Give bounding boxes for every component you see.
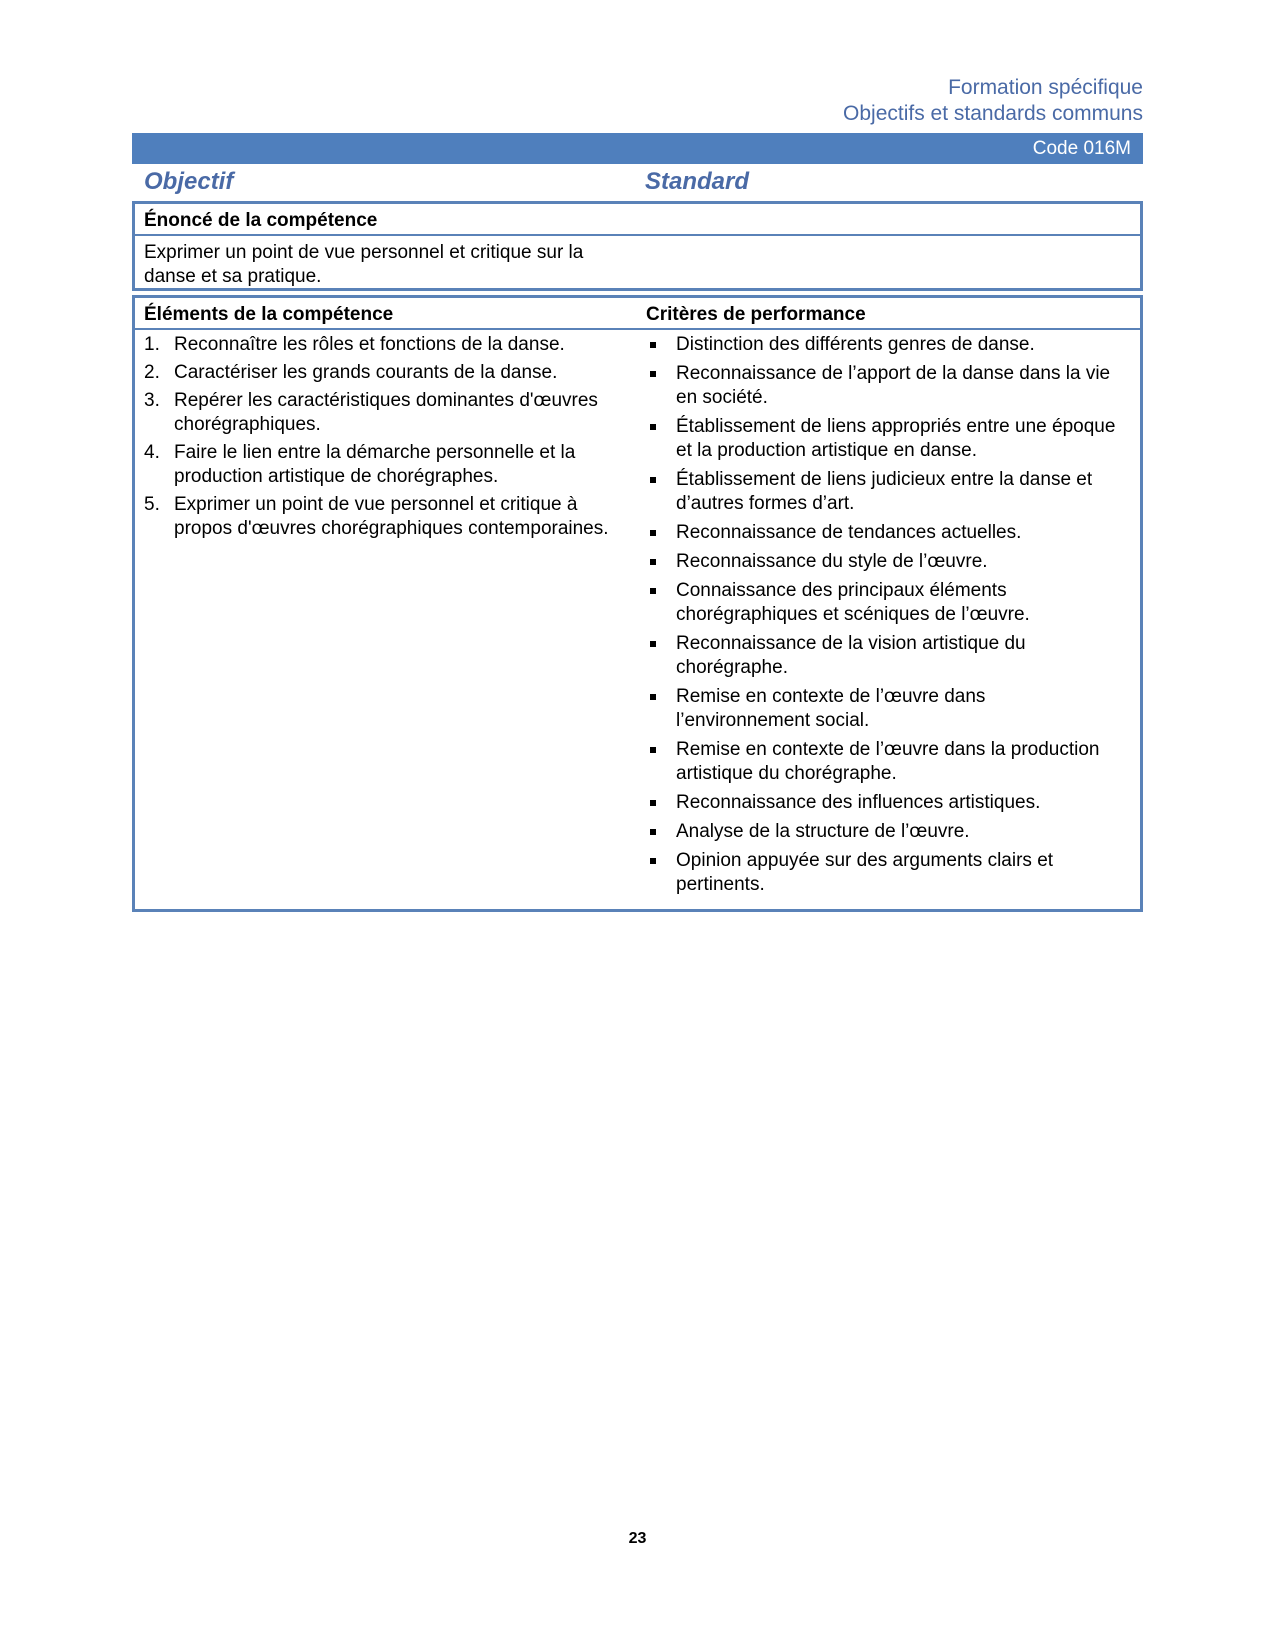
criterion-text: Reconnaissance de tendances actuelles. [676, 522, 1022, 543]
statement-text: Exprimer un point de vue personnel et critique sur la danse et sa pratique. [144, 242, 584, 287]
bullet-icon [650, 559, 656, 565]
element-number: 3. [144, 390, 160, 411]
statement-label: Énoncé de la compétence [144, 210, 378, 231]
element-number: 1. [144, 334, 160, 355]
element-text: Reconnaître les rôles et fonctions de la danse. [174, 334, 565, 355]
bullet-icon [650, 641, 656, 647]
element-text: Exprimer un point de vue personnel et critique à propos d'œuvres chorégraphiques contemporaines. [174, 494, 609, 539]
page-number: 23 [628, 1530, 647, 1547]
criterion-item [646, 521, 1116, 545]
bullet-icon [650, 424, 656, 430]
criterion-text: Établissement de liens appropriés entre une époque et la production artistique en danse. [676, 416, 1116, 461]
bullet-icon [650, 747, 656, 753]
element-item [144, 493, 612, 541]
element-item [144, 361, 612, 385]
bullet-icon [650, 477, 656, 483]
statement-box [132, 201, 1143, 291]
criterion-text: Analyse de la structure de l’œuvre. [676, 821, 970, 842]
criterion-item [646, 415, 1116, 463]
criterion-item [646, 362, 1116, 410]
criterion-item [646, 738, 1116, 786]
bullet-icon [650, 800, 656, 806]
criteria-list [646, 333, 1116, 897]
criterion-text: Reconnaissance du style de l’œuvre. [676, 551, 988, 572]
element-text: Caractériser les grands courants de la danse. [174, 362, 558, 383]
criterion-text: Remise en contexte de l’œuvre dans la production artistique du chorégraphe. [676, 739, 1100, 784]
bullet-icon [650, 342, 656, 348]
bullet-icon [650, 530, 656, 536]
criterion-text: Reconnaissance de l’apport de la danse dans la vie en société. [676, 363, 1111, 408]
criterion-text: Reconnaissance de la vision artistique du chorégraphe. [676, 633, 1026, 678]
bullet-icon [650, 858, 656, 864]
criterion-text: Établissement de liens judicieux entre la danse et d’autres formes d’art. [676, 469, 1093, 514]
element-item [144, 389, 612, 437]
criterion-text: Reconnaissance des influences artistiques. [676, 792, 1041, 813]
elements-box-header [135, 298, 1140, 330]
criterion-item [646, 468, 1116, 516]
element-text: Faire le lien entre la démarche personnelle et la production artistique de chorégraphes. [174, 442, 576, 487]
criterion-text: Opinion appuyée sur des arguments clairs et pertinents. [676, 850, 1054, 895]
bullet-icon [650, 588, 656, 594]
bullet-icon [650, 371, 656, 377]
criterion-text: Distinction des différents genres de danse. [676, 334, 1035, 355]
criterion-item [646, 333, 1116, 357]
competency-code: Code 016M [1032, 138, 1131, 159]
criterion-item [646, 550, 1116, 574]
bullet-icon [650, 694, 656, 700]
statement-box-header [135, 204, 1140, 236]
criterion-text: Connaissance des principaux éléments chorégraphiques et scéniques de l’œuvre. [676, 580, 1030, 625]
criterion-item [646, 791, 1116, 815]
criterion-text: Remise en contexte de l’œuvre dans l’environnement social. [676, 686, 986, 731]
element-text: Repérer les caractéristiques dominantes d'œuvres chorégraphiques. [174, 390, 598, 435]
criterion-item [646, 849, 1116, 897]
element-item [144, 333, 612, 357]
element-number: 4. [144, 442, 160, 463]
elements-list [144, 333, 612, 541]
criterion-item [646, 820, 1116, 844]
elements-criteria-box [132, 295, 1143, 912]
criterion-item [646, 632, 1116, 680]
element-number: 5. [144, 494, 160, 515]
criterion-item [646, 579, 1116, 627]
objective-heading: Objectif [144, 168, 234, 195]
program-title: Formation spécifique [948, 76, 1143, 99]
header-bar [132, 133, 1143, 164]
standard-heading: Standard [645, 168, 750, 195]
criteria-column [646, 333, 1116, 897]
criterion-item [646, 685, 1116, 733]
elements-label: Éléments de la compétence [144, 304, 394, 325]
elements-column [144, 333, 612, 541]
element-item [144, 441, 612, 489]
element-number: 2. [144, 362, 160, 383]
bullet-icon [650, 829, 656, 835]
section-title: Objectifs et standards communs [843, 102, 1143, 125]
criteria-label: Critères de performance [646, 304, 866, 325]
